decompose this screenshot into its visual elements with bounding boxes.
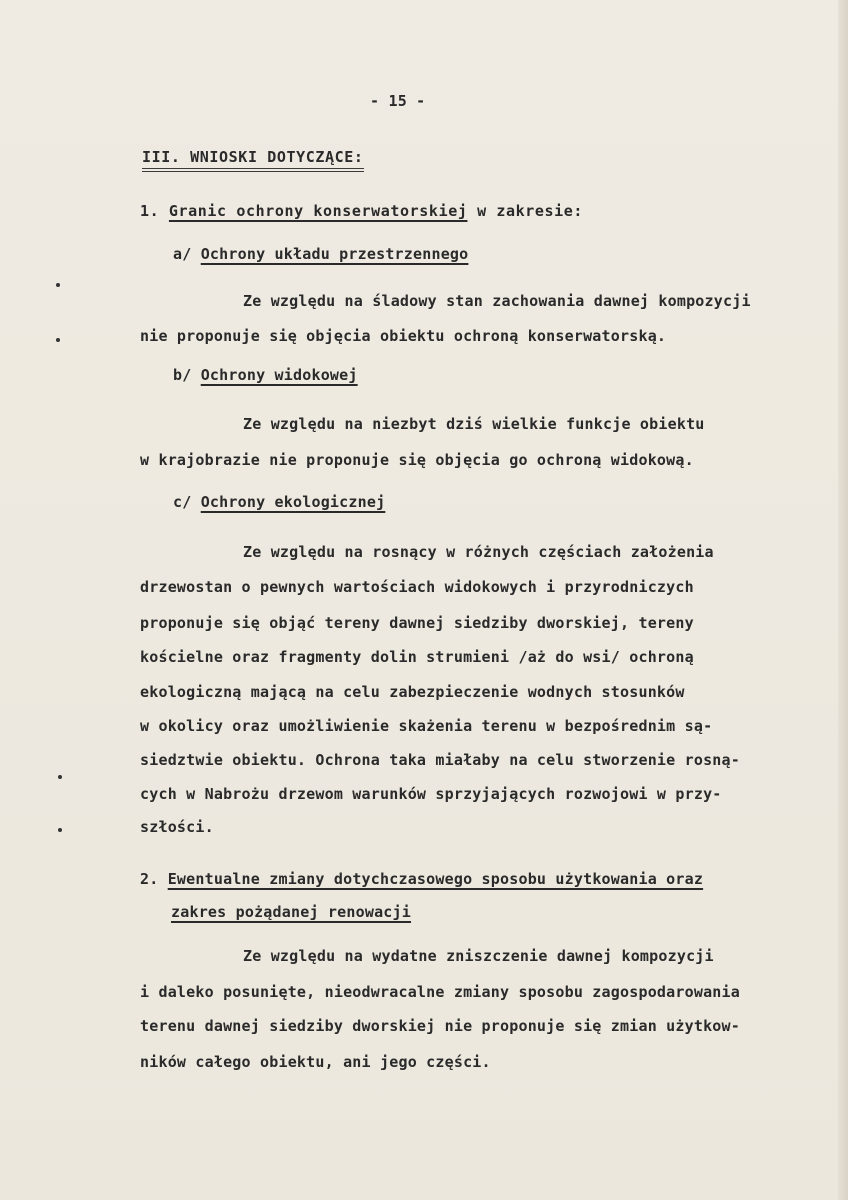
item1c-line: w okolicy oraz umożliwienie skażenia terenu w bezpośrednim są- [140,717,713,735]
punch-mark [56,283,60,287]
item1c-line: szłości. [140,818,214,836]
punch-mark [58,775,62,779]
item1c-heading [173,493,385,511]
item1c-line: proponuje się objąć tereny dawnej siedziby dworskiej, tereny [140,614,694,632]
punch-mark [56,338,60,342]
item1a-line: Ze względu na śladowy stan zachowania dawnej kompozycji [243,292,751,310]
item1b-label: b/ [173,366,192,384]
item1c-title: Ochrony ekologicznej [200,493,386,511]
item1-heading [140,202,583,220]
page-number: - 15 - [370,92,426,110]
item1c-line: Ze względu na rosnący w różnych częściach założenia [243,543,714,561]
page-edge [838,0,848,1200]
item2-number: 2. [140,870,159,888]
item1-title-rest: w zakresie: [477,202,584,220]
item2-line: ników całego obiektu, ani jego części. [140,1053,491,1071]
item1-title: Granic ochrony konserwatorskiej [168,202,468,220]
item1b-line: w krajobrazie nie proponuje się objęcia go ochroną widokową. [140,451,694,469]
item1b-heading [173,366,358,384]
item2-line: terenu dawnej siedziby dworskiej nie proponuje się zmian użytkow- [140,1017,740,1035]
item1c-line: drzewostan o pewnych wartościach widokowych i przyrodniczych [140,578,694,596]
item2-title-line1: Ewentualne zmiany dotychczasowego sposobu użytkowania oraz [167,870,704,888]
section-heading: III. WNIOSKI DOTYCZĄCE: [142,148,364,172]
item1c-line: siedztwie obiektu. Ochrona taka miałaby na celu stworzenie rosną- [140,751,740,769]
item1a-label: a/ [173,245,192,263]
punch-mark [58,828,62,832]
item1b-line: Ze względu na niezbyt dziś wielkie funkcje obiektu [243,415,705,433]
item1c-line: cych w Nabrożu drzewom warunków sprzyjających rozwojowi w przy- [140,785,722,803]
item1c-label: c/ [173,493,192,511]
item1c-line: ekologiczną mającą na celu zabezpieczenie wodnych stosunków [140,683,685,701]
item2-line: Ze względu na wydatne zniszczenie dawnej kompozycji [243,947,714,965]
item2-title-line2: zakres pożądanej renowacji [171,903,411,921]
item2-line: i daleko posunięte, nieodwracalne zmiany sposobu zagospodarowania [140,983,740,1001]
item2-heading [140,870,703,888]
item1a-line: nie proponuje się objęcia obiektu ochroną konserwatorską. [140,327,667,345]
item1-number: 1. [140,202,160,220]
item1a-title: Ochrony układu przestrzennego [200,245,469,263]
item1a-heading [173,245,468,263]
item1c-line: kościelne oraz fragmenty dolin strumieni /aż do wsi/ ochroną [140,648,694,666]
item1b-title: Ochrony widokowej [200,366,358,384]
